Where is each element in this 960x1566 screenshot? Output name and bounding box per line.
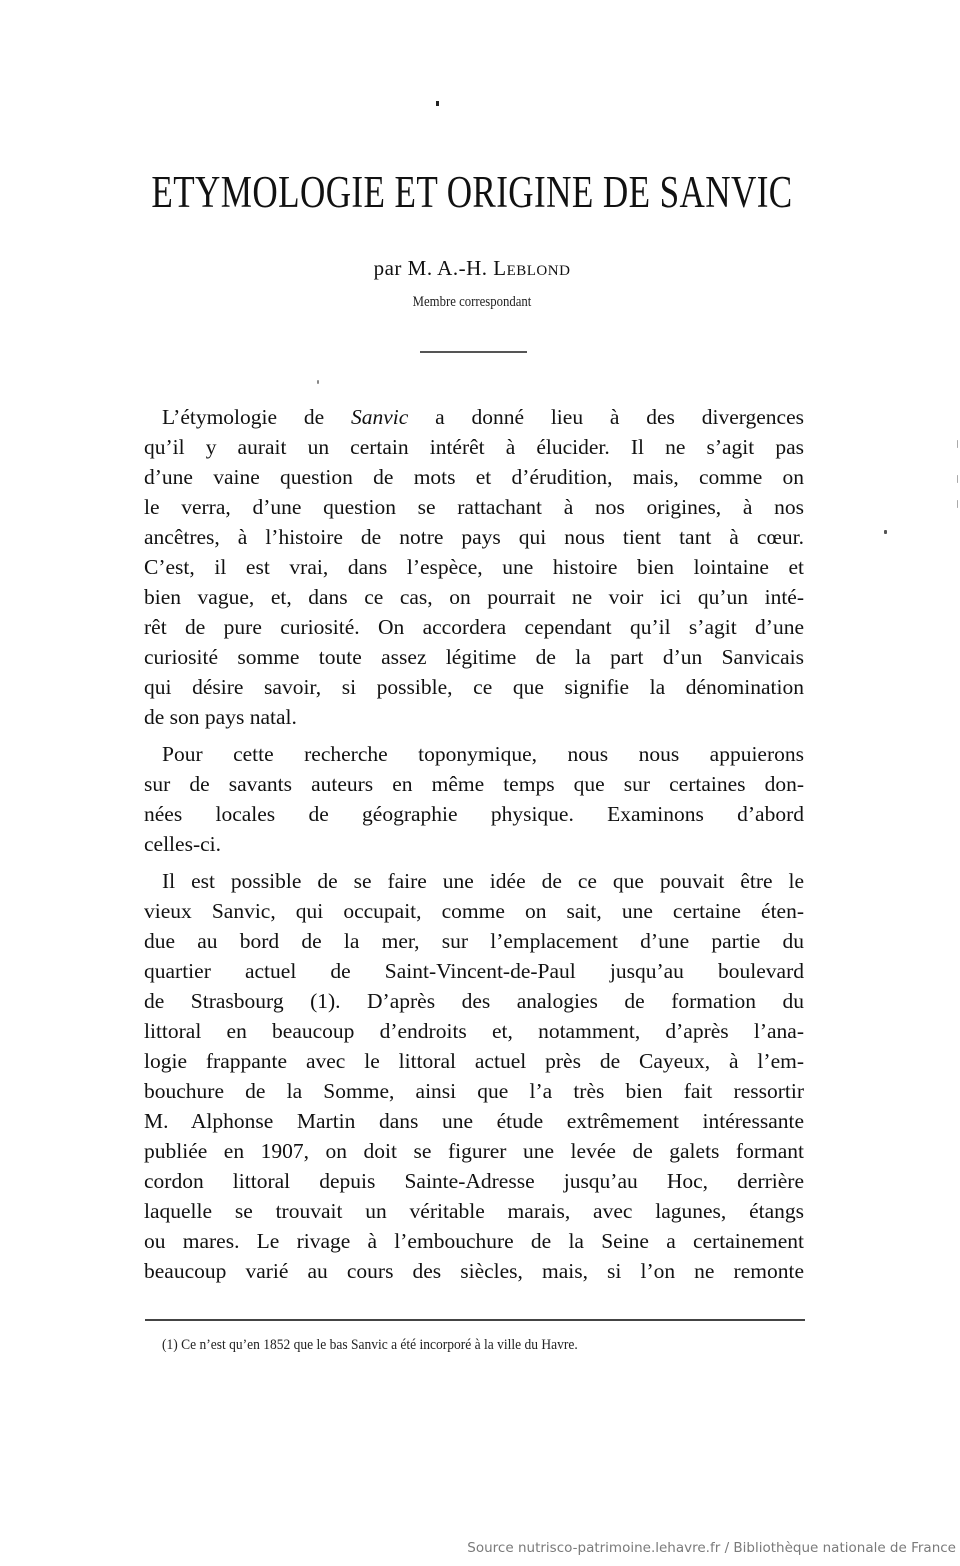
page-mark (436, 101, 439, 106)
text-line: quartier actuel de Saint-Vincent-de-Paul jusqu’au boulevard (144, 959, 804, 983)
scan-speck (957, 500, 958, 508)
text-line: logie frappante avec le littoral actuel près de Cayeux, à l’em- (144, 1049, 804, 1073)
scan-speck (317, 380, 319, 384)
footnote: (1) Ce n’est qu’en 1852 que le bas Sanvic a été incorporé à la ville du Havre. (162, 1337, 578, 1353)
text-line: curiosité somme toute assez légitime de la part d’un Sanvicais (144, 645, 804, 669)
scan-speck (957, 440, 958, 448)
text-line: rêt de pure curiosité. On accordera cependant qu’il s’agit d’une (144, 615, 804, 639)
text-line: de Strasbourg (1). D’après des analogies de formation du (144, 989, 804, 1013)
scan-speck (957, 475, 958, 483)
text-line (144, 402, 804, 432)
text-line: celles-ci. (144, 832, 221, 856)
title-separator (420, 351, 527, 353)
text-line: M. Alphonse Martin dans une étude extrêmement intéressante (144, 1109, 804, 1133)
text-line: le verra, d’une question se rattachant à nos origines, à nos (144, 495, 804, 519)
author-name: Leblond (493, 256, 571, 280)
scan-speck (884, 530, 887, 534)
paragraph-2 (144, 739, 804, 859)
text-line: Il est possible de se faire une idée de ce que pouvait être le (162, 869, 804, 893)
paragraph-1 (144, 402, 804, 732)
source-credit: Source nutrisco-patrimoine.lehavre.fr / Bibliothèque nationale de France (467, 1540, 956, 1556)
text-line: nées locales de géographie physique. Examinons d’abord (144, 802, 804, 826)
text-line: due au bord de la mer, sur l’emplacement d’une partie du (144, 929, 804, 953)
text-line: de son pays natal. (144, 705, 297, 729)
author-role: Membre correspondant (412, 294, 532, 310)
text-line: ancêtres, à l’histoire de notre pays qui nous tient tant à cœur. (144, 525, 804, 549)
text-line: sur de savants auteurs en même temps que sur certaines don- (144, 772, 804, 796)
text-line: laquelle se trouvait un véritable marais, avec lagunes, étangs (144, 1199, 804, 1223)
text-line: bien vague, et, dans ce cas, on pourrait ne voir ici qu’un inté- (144, 585, 804, 609)
text-line: qu’il y aurait un certain intérêt à élucider. Il ne s’agit pas (144, 435, 804, 459)
text-line: ou mares. Le rivage à l’embouchure de la Seine a certainement (144, 1229, 804, 1253)
byline-prefix: par M. A.-H. (373, 256, 494, 280)
text-line: littoral en beaucoup d’endroits et, notamment, d’après l’ana- (144, 1019, 804, 1043)
author-byline (0, 256, 944, 281)
text-line: qui désire savoir, si possible, ce que signifie la dénomination (144, 675, 804, 699)
article-body (144, 402, 804, 1293)
text-line: cordon littoral depuis Sainte-Adresse jusqu’au Hoc, derrière (144, 1169, 804, 1193)
paragraph-3 (144, 866, 804, 1286)
text-line: d’une vaine question de mots et d’érudition, mais, comme on (144, 465, 804, 489)
page-title: ETYMOLOGIE ET ORIGINE DE SANVIC (151, 167, 793, 217)
text-line: vieux Sanvic, qui occupait, comme on sait, une certaine éten- (144, 899, 804, 923)
text-line: beaucoup varié au cours des siècles, mais, si l’on ne remonte (144, 1259, 804, 1283)
text-span: a donné lieu à des divergences (408, 405, 805, 429)
italic-term: Sanvic (350, 405, 409, 429)
text-line: C’est, il est vrai, dans l’espèce, une histoire bien lointaine et (144, 555, 804, 579)
text-line: Pour cette recherche toponymique, nous nous appuierons (162, 742, 804, 766)
footnote-separator (145, 1319, 805, 1321)
text-span: L’étymologie de (162, 405, 351, 429)
text-line: bouchure de la Somme, ainsi que l’a très bien fait ressortir (144, 1079, 804, 1103)
text-line: publiée en 1907, on doit se figurer une levée de galets formant (144, 1139, 804, 1163)
